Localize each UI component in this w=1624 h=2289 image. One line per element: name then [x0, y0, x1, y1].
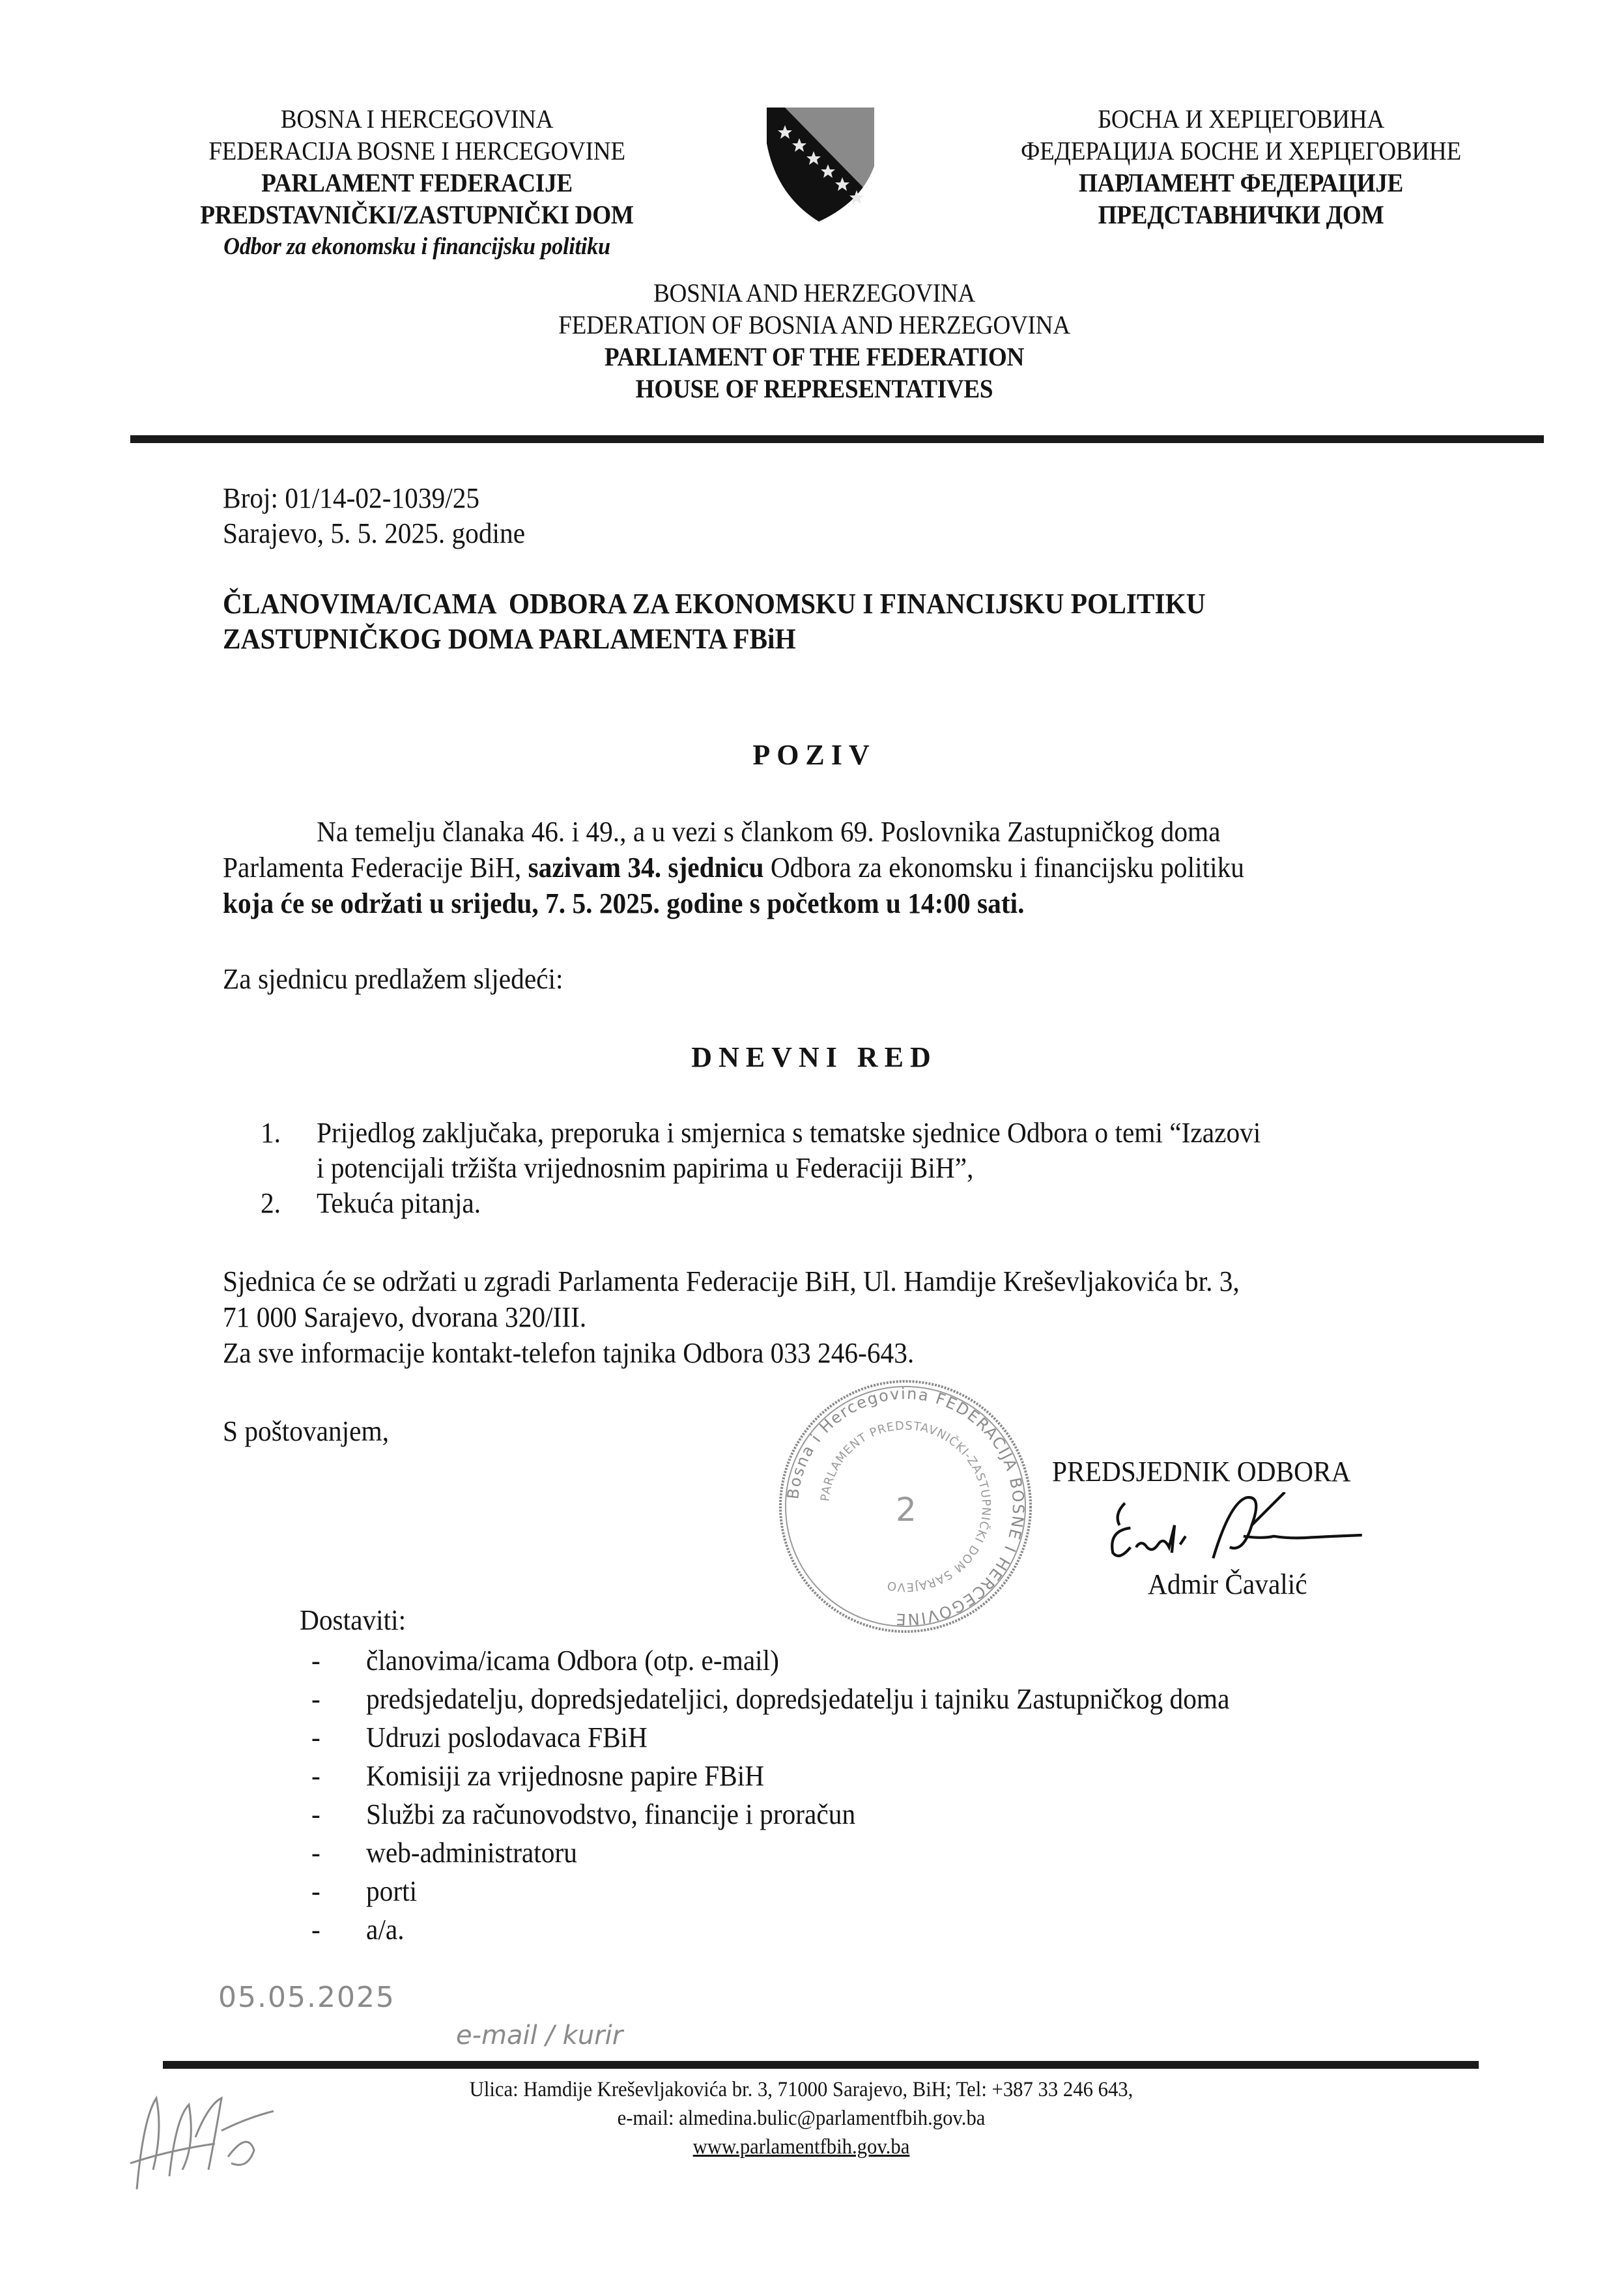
- signatory-name: Admir Čavalić: [1148, 1568, 1307, 1600]
- footer-website-row: [377, 2133, 1225, 2161]
- signatory-role: PREDSJEDNIK ODBORA: [1052, 1456, 1351, 1488]
- header-english-line: BOSNIA AND HERZEGOVINA: [653, 278, 976, 308]
- distribution-bullet: -: [311, 1837, 321, 1869]
- stamp-center-numeral: 2: [896, 1491, 917, 1529]
- agenda-title: DNEVNI RED: [691, 1041, 937, 1073]
- agenda-item: i potencijali tržišta vrijednosnim papirima u Federaciji BiH”,: [317, 1152, 974, 1184]
- intro-line: Na temelju članaka 46. i 49., a u vezi s člankom 69. Poslovnika Zastupničkog doma: [317, 816, 1221, 848]
- location-line: Sjednica će se održati u zgradi Parlamenta Federacije BiH, Ul. Hamdije Kreševljakovića br. 3,: [223, 1265, 1240, 1297]
- header-right: [964, 103, 1518, 231]
- proposal-line: Za sjednicu predlažem sljedeći:: [223, 963, 563, 995]
- agenda-item-number: 1.: [261, 1117, 281, 1149]
- agenda-item-number: 2.: [261, 1187, 281, 1219]
- reference-number: Broj: 01/14-02-1039/25: [223, 482, 480, 514]
- header-english: [489, 277, 1140, 405]
- header-left-line: PARLAMENT FEDERACIJE: [261, 168, 573, 197]
- intro-text: Odbora za ekonomsku i financijsku politiku: [763, 852, 1244, 884]
- distribution-item: Komisiji za vrijednosne papire FBiH: [366, 1760, 765, 1792]
- header-english-line: FEDERATION OF BOSNIA AND HERZEGOVINA: [558, 310, 1070, 339]
- distribution-bullet: -: [311, 1798, 321, 1830]
- location-line: 71 000 Sarajevo, dvorana 320/III.: [223, 1301, 587, 1333]
- distribution-item: predsjedatelju, dopredsjedateljici, dopredsjedatelju i tajniku Zastupničkog doma: [366, 1683, 1230, 1715]
- stamp-graphic: [775, 1376, 1036, 1637]
- distribution-bullet: -: [311, 1683, 321, 1715]
- addressee-line: ČLANOVIMA/ICAMA ODBORA ZA EKONOMSKU I FINANCIJSKU POLITIKU: [223, 588, 1206, 620]
- document-title: POZIV: [752, 739, 876, 771]
- handwritten-note: e-mail / kurir: [456, 2021, 623, 2051]
- distribution-item: a/a.: [366, 1914, 405, 1946]
- header-left-line: PREDSTAVNIČKI/ZASTUPNIČKI DOM: [200, 200, 634, 229]
- addressee-line: ZASTUPNIČKOG DOMA PARLAMENTA FBiH: [223, 623, 796, 655]
- bih-coat-of-arms-icon: [763, 104, 877, 225]
- stamp-outer-text: Bosna i Hercegovina FEDERACIJA BOSNE I HERCEGOVINE: [784, 1384, 1028, 1629]
- header-left-line: FEDERACIJA BOSNE I HERCEGOVINE: [208, 136, 625, 166]
- initials-graphic: [117, 2079, 287, 2196]
- header-right-line: ФЕДЕРАЦИЈА БОСНЕ И ХЕРЦЕГОВИНЕ: [1021, 136, 1461, 166]
- distribution-item: web-administratoru: [366, 1837, 577, 1869]
- distribution-bullet: -: [311, 1721, 321, 1753]
- agenda-item: Prijedlog zaključaka, preporuka i smjernica s tematske sjednice Odbora o temi “Izazovi: [317, 1117, 1261, 1149]
- footer: [345, 2075, 1257, 2161]
- session-number: sazivam 34. sjednicu: [528, 852, 764, 884]
- contact-line: Za sve informacije kontakt-telefon tajnika Odbora 033 246-643.: [223, 1337, 915, 1369]
- place-date: Sarajevo, 5. 5. 2025. godine: [223, 517, 526, 549]
- handwritten-initials: [117, 2079, 287, 2196]
- header-english-line: PARLIAMENT OF THE FEDERATION: [604, 342, 1025, 371]
- handwritten-signature: [1075, 1492, 1440, 1564]
- distribution-bullet: -: [311, 1760, 321, 1792]
- intro-text: Parlamenta Federacije BiH,: [223, 852, 528, 884]
- distribution-item: članovima/icama Odbora (otp. e-mail): [366, 1645, 779, 1677]
- footer-website-link[interactable]: www.parlamentfbih.gov.ba: [692, 2135, 910, 2159]
- header-english-line: HOUSE OF REPRESENTATIVES: [635, 374, 993, 403]
- header-right-line: ПАРЛАМЕНТ ФЕДЕРАЦИЈЕ: [1078, 168, 1404, 197]
- stamp-inner-text: PARLAMENT PREDSTAVNIČKI-ZASTUPNIČKI DOM SARAJEVO: [818, 1418, 993, 1594]
- official-stamp: [775, 1376, 1036, 1637]
- footer-email[interactable]: e-mail: almedina.bulic@parlamentfbih.gov.ba: [617, 2107, 986, 2130]
- distribution-bullet: -: [311, 1914, 321, 1946]
- handwritten-date: 05.05.2025: [218, 1981, 395, 2014]
- signature-graphic: [1075, 1492, 1440, 1564]
- footer-divider: [163, 2061, 1479, 2069]
- distribution-bullet: -: [311, 1645, 321, 1677]
- distribution-label: Dostaviti:: [300, 1604, 406, 1636]
- distribution-item: porti: [366, 1875, 418, 1907]
- session-datetime: koja će se održati u srijedu, 7. 5. 2025. godine s početkom u 14:00 sati.: [223, 887, 1025, 919]
- distribution-item: Udruzi poslodavaca FBiH: [366, 1721, 648, 1753]
- header-right-line: БОСНА И ХЕРЦЕГОВИНА: [1098, 104, 1384, 134]
- header-left: [156, 103, 677, 263]
- footer-address: Ulica: Hamdije Kreševljakovića br. 3, 71000 Sarajevo, BiH; Tel: +387 33 246 643,: [469, 2078, 1133, 2101]
- agenda-item: Tekuća pitanja.: [317, 1187, 481, 1219]
- intro-line: [223, 850, 1244, 885]
- distribution-item: Službi za računovodstvo, financije i proračun: [366, 1798, 856, 1830]
- closing: S poštovanjem,: [223, 1415, 390, 1447]
- committee-name: Odbor za ekonomsku i financijsku politiku: [223, 233, 610, 260]
- header-divider: [130, 435, 1544, 443]
- coat-of-arms-graphic: [763, 104, 877, 225]
- distribution-bullet: -: [311, 1875, 321, 1907]
- header-right-line: ПРЕДСТАВНИЧКИ ДОМ: [1098, 200, 1384, 229]
- header-left-line: BOSNA I HERCEGOVINA: [280, 104, 554, 134]
